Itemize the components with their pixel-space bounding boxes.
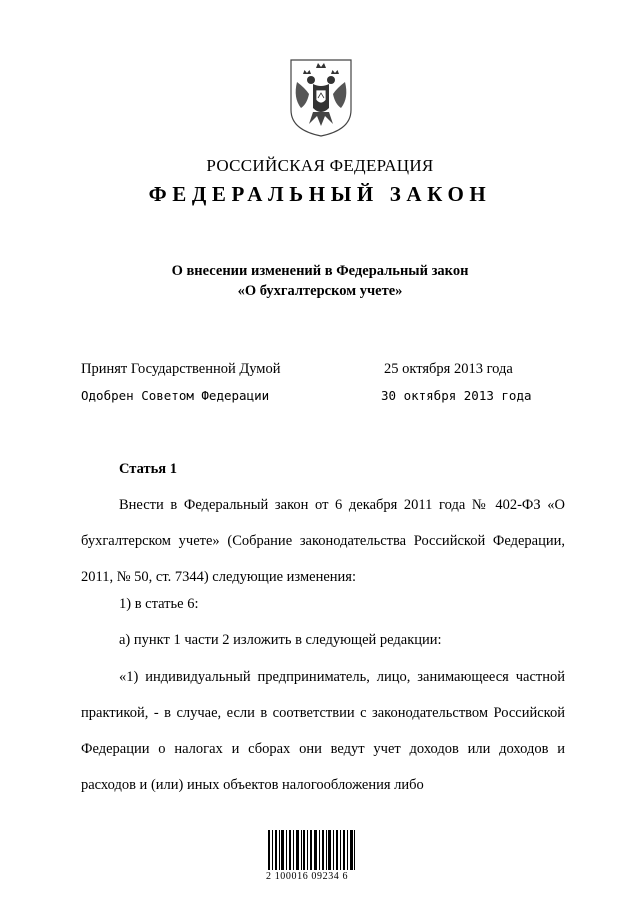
duma-adoption-label: Принят Государственной Думой <box>81 361 281 377</box>
document-type: ФЕДЕРАЛЬНЫЙ ЗАКОН <box>148 182 492 206</box>
article-heading: Статья 1 <box>119 461 177 477</box>
law-title-line-1: О внесении изменений в Федеральный закон <box>171 263 469 279</box>
quoted-paragraph: «1) индивидуальный предприниматель, лицо, занимающееся частной практикой, - в случае, если в соответствии с законодательством Российской Федерации о налогах и сборах они ведут учет доходов или доходов и расходов и (или) иных объектов налогообложения либо <box>81 669 565 793</box>
list-item-1: 1) в статье 6: <box>119 596 199 612</box>
law-title-line-2: «О бухгалтерском учете» <box>237 283 403 299</box>
coat-of-arms-emblem <box>289 58 353 138</box>
article-intro-paragraph: Внести в Федеральный закон от 6 декабря 2011 года № 402-ФЗ «О бухгалтерском учете» (Собрание законодательства Российской Федерации, 2011, № 50, ст. 7344) следующие изменения: <box>81 497 565 585</box>
council-approval-label: Одобрен Советом Федерации <box>81 388 270 403</box>
duma-adoption-date: 25 октября 2013 года <box>384 361 513 377</box>
barcode-number: 2 100016 09234 6 <box>266 871 349 882</box>
list-item-a: а) пункт 1 части 2 изложить в следующей редакции: <box>119 632 442 648</box>
country-name: РОССИЙСКАЯ ФЕДЕРАЦИЯ <box>206 156 434 175</box>
barcode-image <box>268 826 356 874</box>
council-approval-date: 30 октября 2013 года <box>381 388 532 403</box>
